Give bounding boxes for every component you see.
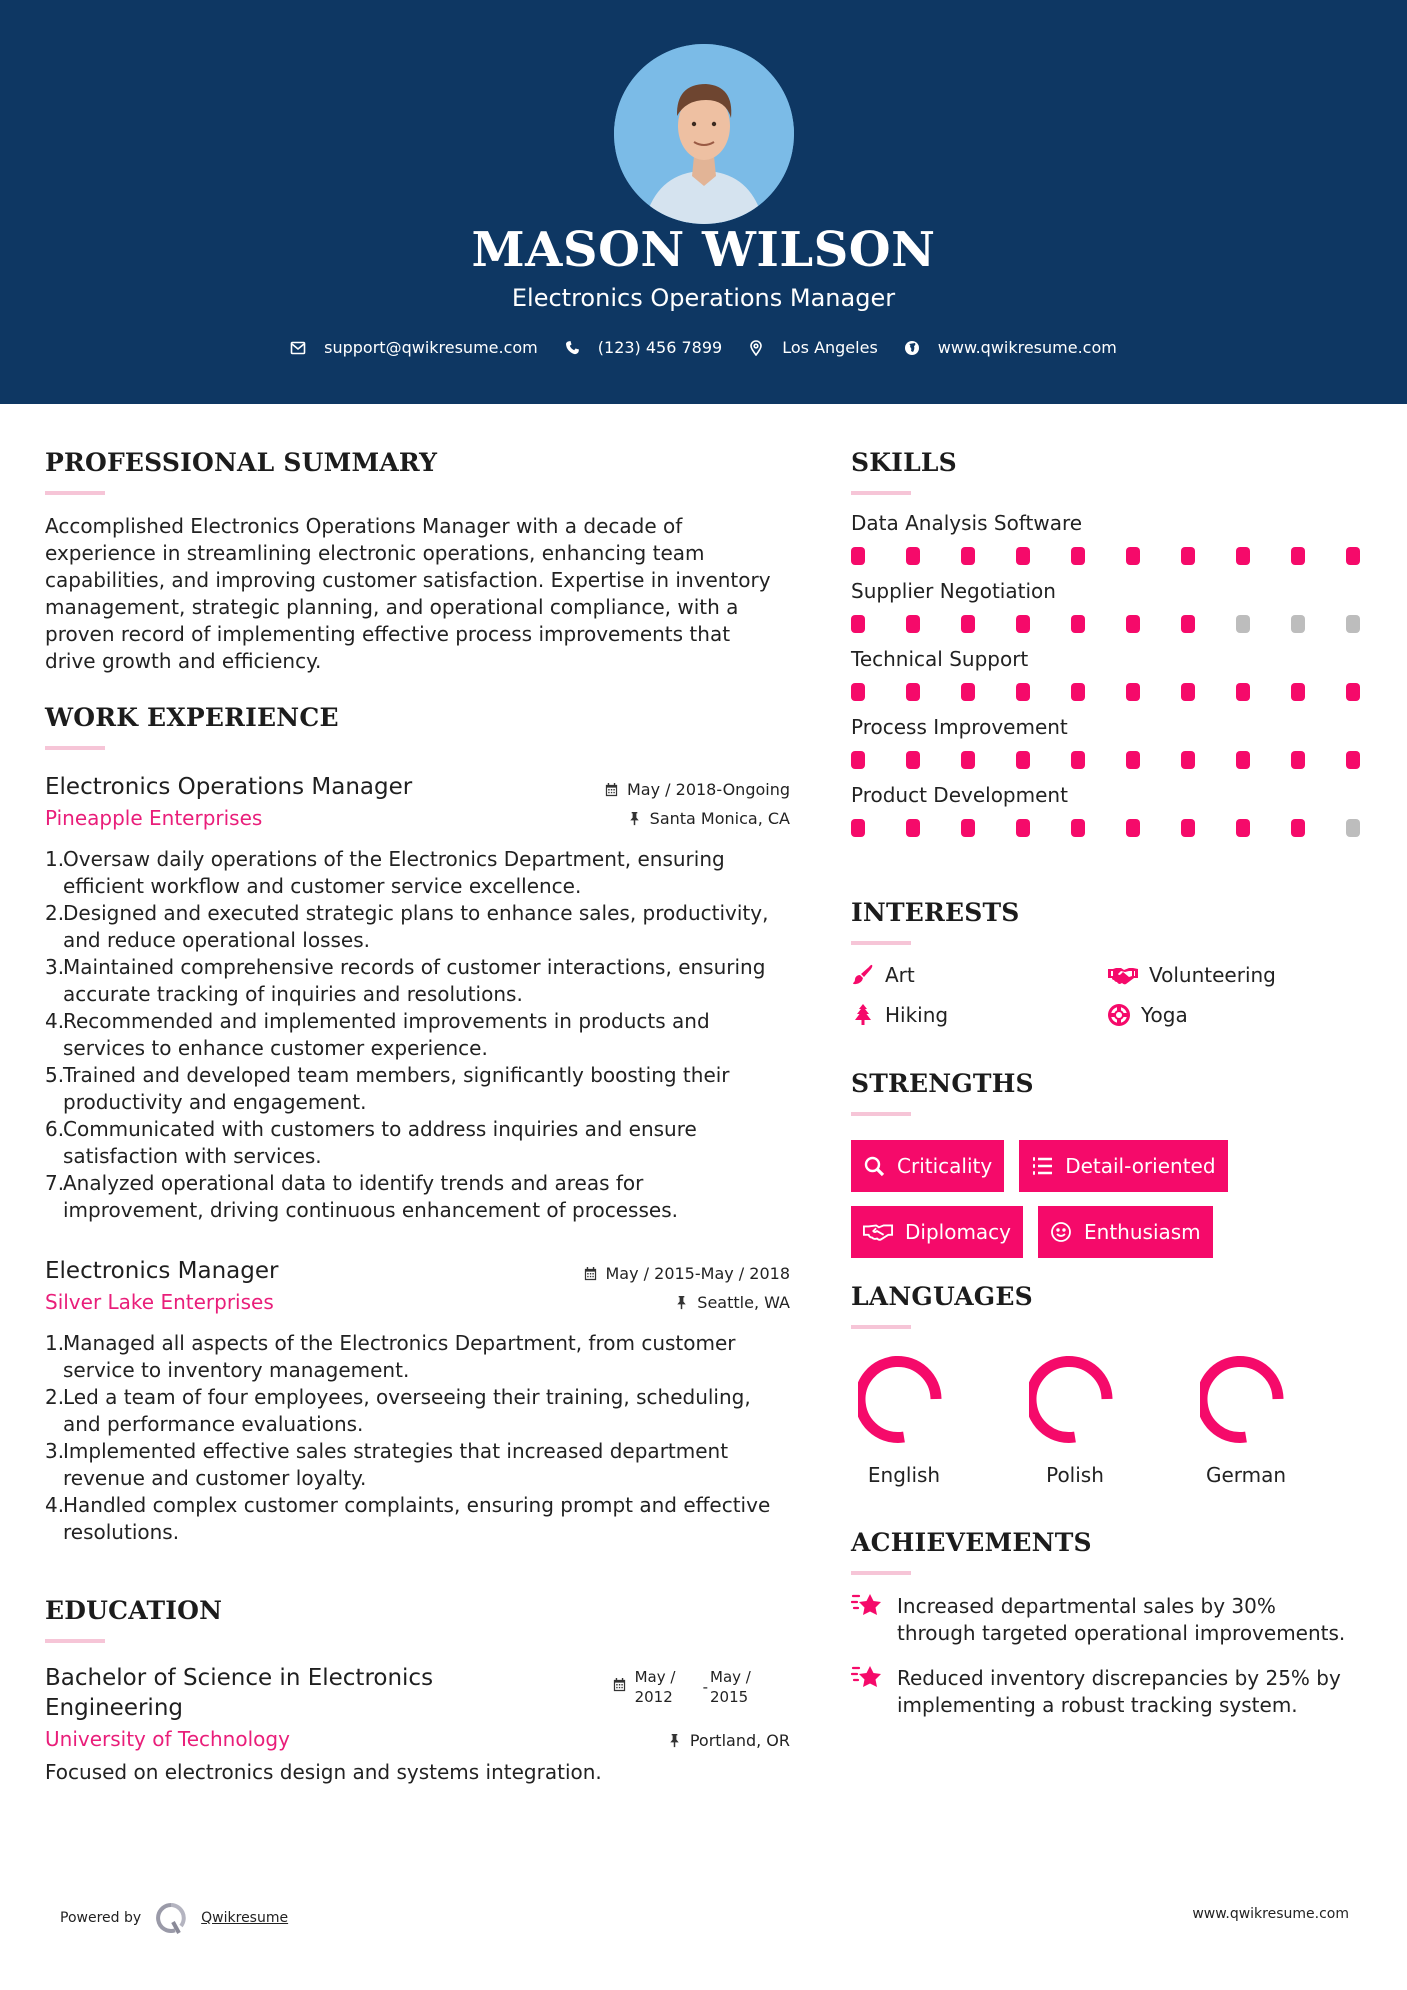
education-section [45, 1596, 790, 1786]
title-underline [851, 1325, 911, 1329]
language-list [851, 1353, 1371, 1487]
rating-dot-filled [1071, 751, 1085, 769]
job-location [604, 809, 790, 828]
interest-art [851, 963, 1107, 987]
strength-label: Diplomacy [905, 1220, 1012, 1244]
rating-dot-filled [906, 819, 920, 837]
rating-dot-filled [1126, 615, 1140, 633]
strength-tag-diplomacy [851, 1206, 1023, 1258]
tree-icon [851, 1003, 875, 1027]
language-label: Polish [1046, 1463, 1104, 1487]
handshake-icon [1107, 963, 1139, 987]
interest-hiking [851, 1003, 1107, 1027]
pushpin-icon [667, 1733, 682, 1748]
achievement-item [851, 1665, 1371, 1719]
rating-dot-filled [961, 819, 975, 837]
rating-dot-filled [961, 615, 975, 633]
qwikresume-link[interactable]: Qwikresume [201, 1910, 289, 1926]
interest-label: Yoga [1141, 1003, 1188, 1027]
title-underline [851, 1112, 911, 1116]
job-dates [604, 780, 790, 799]
title-underline [851, 491, 911, 495]
skill-label: Product Development [851, 783, 1068, 807]
strength-tag-detail-oriented [1019, 1140, 1227, 1192]
rating-dot-empty [1346, 819, 1360, 837]
avatar [614, 44, 794, 224]
rating-dot-filled [1071, 547, 1085, 565]
language-progress-ring [1200, 1353, 1292, 1445]
experience-section [45, 703, 790, 1544]
skill-rating [851, 547, 1371, 565]
strength-tag-criticality [851, 1140, 1004, 1192]
skill-rating [851, 615, 1371, 633]
footer-website[interactable]: www.qwikresume.com [1192, 1906, 1349, 1922]
job-dates-text: May / 2018-Ongoing [627, 780, 790, 799]
skill-label: Process Improvement [851, 715, 1068, 739]
contact-location-text: Los Angeles [782, 338, 878, 357]
interest-label: Art [885, 963, 915, 987]
rating-dot-filled [1016, 615, 1030, 633]
contact-phone[interactable] [564, 338, 722, 357]
rating-dot-filled [1291, 751, 1305, 769]
rating-dot-filled [1071, 615, 1085, 633]
skill-rating [851, 751, 1371, 769]
pushpin-icon [674, 1295, 689, 1310]
rating-dot-empty [1346, 615, 1360, 633]
job-title: Electronics Operations Manager [45, 774, 413, 800]
language-progress-ring [1029, 1353, 1121, 1445]
school-name: University of Technology [45, 1727, 290, 1751]
language-label: English [867, 1463, 941, 1487]
phone-icon [564, 340, 580, 356]
language-english [851, 1353, 1022, 1487]
candidate-role: Electronics Operations Manager [511, 284, 896, 312]
strength-tags [851, 1140, 1271, 1258]
interests-section [851, 898, 1371, 1027]
rating-dot-filled [1181, 547, 1195, 565]
skill-label: Supplier Negotiation [851, 579, 1056, 603]
company-name: Pineapple Enterprises [45, 806, 263, 830]
title-underline [851, 941, 911, 945]
job-bullets [45, 1330, 790, 1546]
job-title: Electronics Manager [45, 1258, 279, 1284]
section-title: INTERESTS [851, 898, 1020, 927]
rating-dot-filled [1181, 683, 1195, 701]
strengths-section [851, 1069, 1371, 1258]
section-title: EDUCATION [45, 1596, 223, 1625]
rating-dot-filled [906, 615, 920, 633]
rating-dot-filled [851, 615, 865, 633]
rating-dot-filled [1126, 751, 1140, 769]
skill-item [851, 783, 1371, 837]
skill-rating [851, 683, 1371, 701]
rating-dot-filled [961, 683, 975, 701]
life-ring-icon [1107, 1003, 1131, 1027]
rating-dot-filled [1016, 819, 1030, 837]
rating-dot-filled [906, 751, 920, 769]
education-description: Focused on electronics design and systems integration. [45, 1760, 602, 1784]
bullet-item: 2.Led a team of four employees, overseeing their training, scheduling, and performance evaluations. [45, 1385, 751, 1436]
interest-yoga [1107, 1003, 1307, 1027]
skill-item [851, 715, 1371, 769]
list-icon [1031, 1155, 1053, 1177]
rating-dot-filled [1181, 819, 1195, 837]
section-title: WORK EXPERIENCE [45, 703, 339, 732]
strength-label: Detail-oriented [1065, 1154, 1216, 1178]
globe-icon [904, 340, 920, 356]
contact-email-text: support@qwikresume.com [324, 338, 538, 357]
footer-powered-by [60, 1902, 288, 1934]
bullet-item: 1.Managed all aspects of the Electronics Department, from customer service to inventory management. [45, 1331, 736, 1382]
interest-label: Volunteering [1149, 963, 1276, 987]
rating-dot-filled [1291, 683, 1305, 701]
rating-dot-filled [851, 751, 865, 769]
rating-dot-filled [1016, 547, 1030, 565]
language-polish [1022, 1353, 1193, 1487]
shooting-star-icon [851, 1591, 883, 1621]
rating-dot-filled [1071, 819, 1085, 837]
skill-item [851, 647, 1371, 701]
achievements-section [851, 1528, 1371, 1719]
job-dates [583, 1264, 791, 1283]
rating-dot-filled [1181, 751, 1195, 769]
job-entry [45, 1258, 790, 1546]
rating-dot-filled [1346, 683, 1360, 701]
degree-title: Bachelor of Science in Electronics Engineering [45, 1665, 434, 1721]
section-title: STRENGTHS [851, 1069, 1034, 1098]
education-dates [612, 1663, 760, 1707]
contact-email[interactable] [290, 338, 538, 357]
achievement-text: Increased departmental sales by 30% through targeted operational improvements. [897, 1594, 1346, 1645]
section-title: ACHIEVEMENTS [851, 1528, 1092, 1557]
achievement-text: Reduced inventory discrepancies by 25% by implementing a robust tracking system. [897, 1666, 1341, 1717]
contact-website[interactable] [904, 338, 1117, 357]
rating-dot-filled [1236, 683, 1250, 701]
bullet-item: 3.Maintained comprehensive records of customer interactions, ensuring accurate tracking of inquiries and resolutions. [45, 955, 766, 1006]
rating-dot-filled [851, 683, 865, 701]
contact-location [748, 338, 878, 357]
language-label: German [1205, 1463, 1287, 1487]
rating-dot-filled [961, 547, 975, 565]
rating-dot-filled [1236, 819, 1250, 837]
rating-dot-filled [1346, 547, 1360, 565]
calendar-icon [583, 1266, 598, 1281]
bullet-item: 7.Analyzed operational data to identify trends and areas for improvement, driving continuous enhancement of processes. [45, 1171, 678, 1222]
interest-volunteering [1107, 963, 1307, 987]
title-underline [851, 1571, 911, 1575]
bullet-item: 4.Handled complex customer complaints, ensuring prompt and effective resolutions. [45, 1493, 771, 1544]
rating-dot-filled [1126, 819, 1140, 837]
language-german [1193, 1353, 1364, 1487]
paintbrush-icon [851, 963, 875, 987]
section-title: SKILLS [851, 448, 957, 477]
rating-dot-filled [1016, 683, 1030, 701]
rating-dot-empty [1236, 615, 1250, 633]
job-entry [45, 774, 790, 1224]
company-name: Silver Lake Enterprises [45, 1290, 274, 1314]
skills-section [851, 448, 1371, 837]
job-location [583, 1293, 791, 1312]
interests-list [851, 963, 1371, 1027]
shooting-star-icon [851, 1663, 883, 1693]
rating-dot-filled [906, 547, 920, 565]
title-underline [45, 1639, 105, 1643]
envelope-icon [290, 340, 306, 356]
calendar-icon [612, 1677, 627, 1692]
rating-dot-filled [906, 683, 920, 701]
interest-label: Hiking [885, 1003, 949, 1027]
achievement-item [851, 1593, 1371, 1647]
skill-item [851, 579, 1371, 633]
skill-label: Technical Support [851, 647, 1029, 671]
education-location-text: Portland, OR [689, 1731, 790, 1750]
contact-website-text: www.qwikresume.com [937, 338, 1117, 357]
profile-photo [614, 44, 794, 224]
rating-dot-filled [1236, 751, 1250, 769]
education-location [667, 1727, 790, 1750]
bullet-item: 3.Implemented effective sales strategies that increased department revenue and customer loyalty. [45, 1439, 729, 1490]
bullet-item: 4.Recommended and implemented improvements in products and services to enhance customer experience. [45, 1009, 710, 1060]
qwikresume-logo-icon [155, 1902, 187, 1934]
rating-dot-filled [1346, 751, 1360, 769]
resume-header [0, 0, 1407, 404]
rating-dot-filled [1236, 547, 1250, 565]
search-icon [863, 1155, 885, 1177]
bullet-item: 1.Oversaw daily operations of the Electronics Department, ensuring efficient workflow and customer service excellence. [45, 847, 725, 898]
rating-dot-filled [1181, 615, 1195, 633]
rating-dot-filled [1126, 683, 1140, 701]
rating-dot-filled [851, 547, 865, 565]
job-dates-text: May / 2015-May / 2018 [605, 1264, 790, 1283]
section-title: PROFESSIONAL SUMMARY [45, 448, 438, 477]
section-title: LANGUAGES [851, 1282, 1033, 1311]
edu-separator: - [702, 1678, 708, 1696]
rating-dot-filled [1291, 547, 1305, 565]
title-underline [45, 746, 105, 750]
smile-icon [1050, 1221, 1072, 1243]
bullet-item: 5.Trained and developed team members, significantly boosting their productivity and engagement. [45, 1063, 730, 1114]
achievements-list [851, 1593, 1371, 1719]
summary-text: Accomplished Electronics Operations Manager with a decade of experience in streamlining electronic operations, enhancing team capabilities, and improving customer satisfaction. Expertise in inventory management, strategic planning, and operational compliance, with a proven record of implementing effective process improvements that drive growth and efficiency. [45, 514, 771, 673]
strength-label: Criticality [897, 1154, 993, 1178]
edu-end: May / 2015 [710, 1668, 751, 1706]
pushpin-icon [627, 811, 642, 826]
rating-dot-filled [1291, 819, 1305, 837]
job-bullets [45, 846, 790, 1224]
rating-dot-filled [851, 819, 865, 837]
handshake-icon [863, 1221, 893, 1243]
contact-bar [0, 338, 1407, 357]
title-underline [45, 491, 105, 495]
skill-label: Data Analysis Software [851, 511, 1083, 535]
strength-tag-enthusiasm [1038, 1206, 1213, 1258]
skill-item [851, 511, 1371, 565]
powered-by-text: Powered by [60, 1910, 142, 1926]
skill-rating [851, 819, 1371, 837]
summary-section [45, 448, 785, 675]
rating-dot-filled [1016, 751, 1030, 769]
calendar-icon [604, 782, 619, 797]
language-progress-ring [858, 1353, 950, 1445]
languages-section [851, 1282, 1371, 1487]
rating-dot-filled [1071, 683, 1085, 701]
rating-dot-filled [1126, 547, 1140, 565]
map-pin-icon [748, 340, 764, 356]
bullet-item: 2.Designed and executed strategic plans to enhance sales, productivity, and reduce operational losses. [45, 901, 769, 952]
strength-label: Enthusiasm [1084, 1220, 1201, 1244]
rating-dot-empty [1291, 615, 1305, 633]
contact-phone-text: (123) 456 7899 [597, 338, 723, 357]
rating-dot-filled [961, 751, 975, 769]
skills-list [851, 511, 1371, 837]
candidate-name: MASON WILSON [471, 222, 936, 278]
job-location-text: Santa Monica, CA [649, 809, 790, 828]
job-location-text: Seattle, WA [697, 1293, 790, 1312]
bullet-item: 6.Communicated with customers to address inquiries and ensure satisfaction with services. [45, 1117, 697, 1168]
edu-start: May / 2012 [634, 1668, 676, 1706]
